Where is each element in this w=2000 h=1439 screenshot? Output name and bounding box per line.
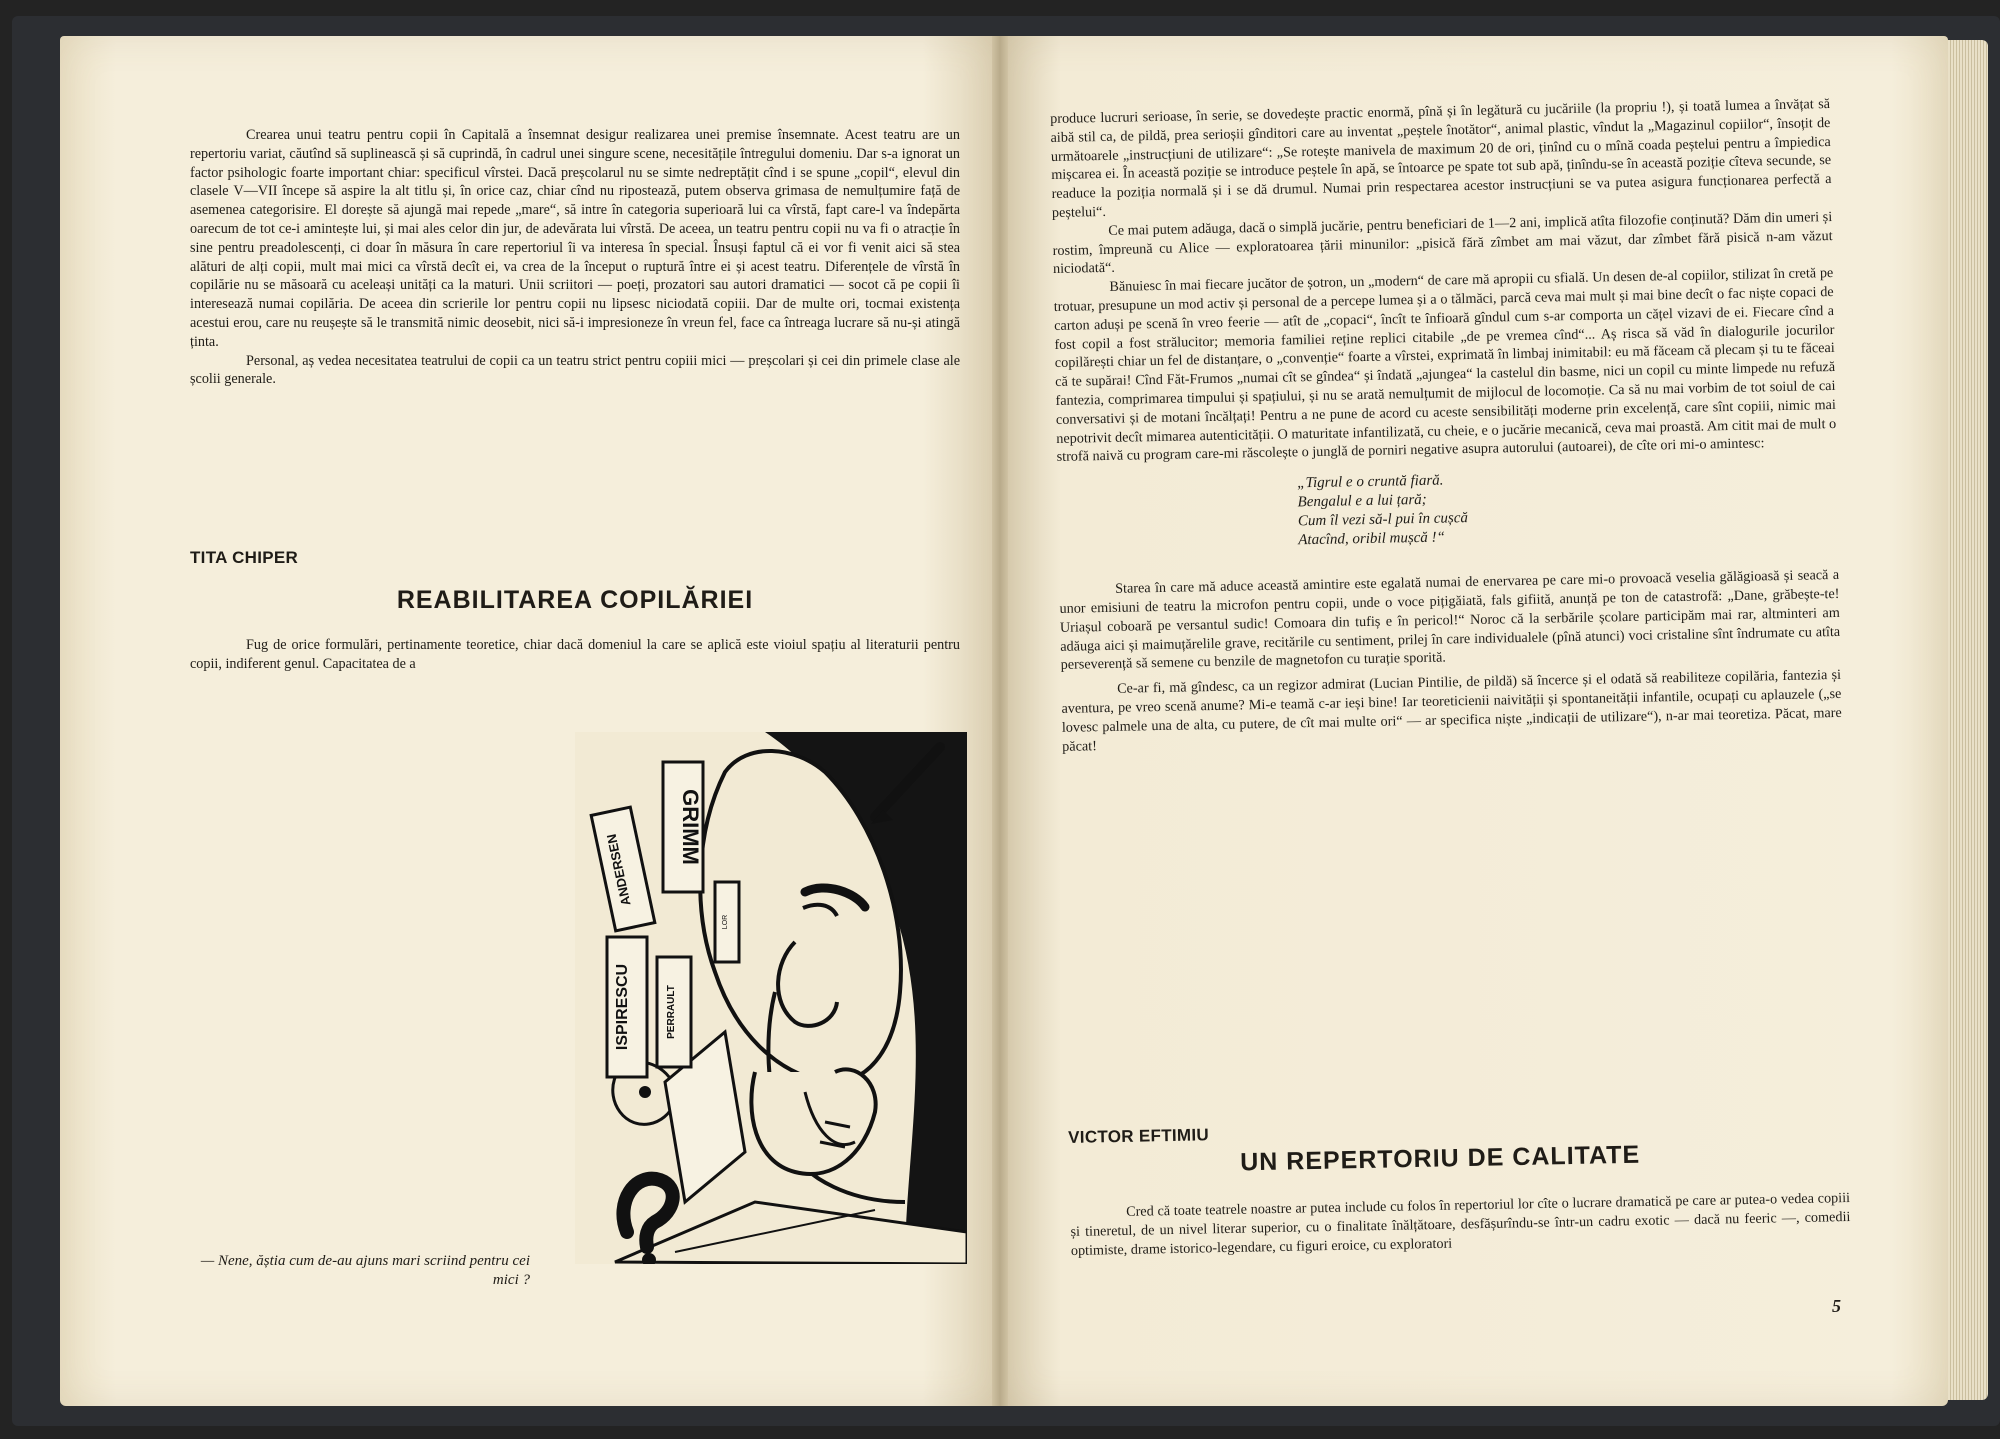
poem-line: Cum îl vezi să-l pui în cușcă [1297, 510, 1469, 530]
paragraph: Ce mai putem adăuga, dacă o simplă jucărie, pentru beneficiari de 1—2 ani, implică atîta filozofie conținută? Dăm din umeri și rostim, împreună cu Alice — exploratoarea țării minunilor: „pisică fără zîmbet am mai văzut, dar zîmbet fără pisică n-am văzut niciodată“. [1052, 208, 1833, 278]
book-label-small [715, 882, 739, 962]
poem-line: „Tigrul e o cruntă fiară. [1297, 472, 1444, 492]
book-label-ispirescu-text: ISPIRESCU [614, 963, 631, 1051]
book-gutter [992, 36, 1008, 1406]
page-edges [1948, 40, 1988, 1400]
author-byline: TITA CHIPER [190, 548, 299, 567]
article-title: UN REPERTORIU DE CALITATE [1239, 1140, 1641, 1177]
book-label-perrault [657, 957, 691, 1067]
author-byline: VICTOR EFTIMIU [1068, 1125, 1210, 1147]
paragraph: Fug de orice formulări, pertinamente teoretice, chiar dacă domeniul la care se aplică este vioiul spațiu al literaturii pentru copii, indiferent genul. Capacitatea de a [190, 637, 960, 672]
paragraph: Crearea unui teatru pentru copii în Capitală a însemnat desigur realizarea unei premise însemnate. Acest teatru are un repertoriu variat, căutînd să suplinească și să cuprindă, în cadrul unei singure scene, necesitățile întregului domeniu. Dar s-a ignorat un factor psihologic foarte important chiar: specificul vîrstei. Dacă preșcolarul nu se simte nedreptățit cînd i se spune „copil“, elevul din clasele V—VII începe să aspire la alt titlu și, în orice caz, chiar cînd nu ripostează, putem observa grimasa de nemulțumire față de asemenea categorisire. El dorește să ajungă mai repede „mare“, să intre în categoria superioară lui ca vîrstă, fapt care-l va îndepărta oarecum de tot ce-i amintește lui, și mai ales celor din jur, de adevărata lui vîrstă. De aceea, un teatru pentru copii nu va fi o atracție în sine pentru preadolescenți, ci doar în măsura în care repertoriul îi va interesa în special. Însuși faptul că ei vor fi venit aici să stea alături de alți copii, mult mai mici ca vîrstă decît ei, va crea de la început o ruptură între ei și acest teatru. Diferențele de vîrstă în copilărie nu se măsoară cu aceleași unități ca la maturi. Unii scriitori — poeți, prozatori sau autori dramatici — socot că pe copii îi interesează numai copilăria. De aceea din scrierile lor pentru copii nu lipsesc niciodată copiii. Dar de multe ori, tocmai existența acestui erou, care nu reușește să le transmită nimic deosebit, nici să-i impresioneze în vreun fel, face ca întreaga lucrare să nu-și atingă ținta. [190, 127, 960, 350]
paragraph: Cred că toate teatrele noastre ar putea include cu folos în repertoriul lor cîte o lucrare dramatică pe care ar putea-o vedea copiii și tineretul, de un nivel literar superior, cu o finalitate înălțătoare, desfășurîndu-se într-un cadru exotic — dacă nu feeric —, comedii optimiste, drame istorico-legendare, cu figuri eroice, cu exploratori [1070, 1190, 1851, 1259]
right-after-poem [1059, 566, 1842, 756]
left-article-text [190, 636, 960, 674]
cartoon-illustration [575, 732, 967, 1264]
cartoon-drawing [575, 732, 967, 1264]
page-number: 5 [1832, 1296, 1841, 1316]
poem-quote [1297, 464, 1838, 550]
article-title: REABILITAREA COPILĂRIEI [396, 586, 754, 614]
paragraph: Starea în care mă aduce această amintire este egalată numai de enervarea pe care mi-o provoacă veselia gălăgioasă și seacă a unor emisiuni de teatru la microfon pentru copii, unde o voce pițigăiată, fals gifiită, anunță pe ton de catastrofă: „Dane, grăbește-te! Uriașul coboară pe versantul sudic! Comoara din tufiș e în pericol!“ Noroc că la serbările școlare participăm mai rar, altminteri am adăuga aici și maimuțărelile grave, recitările cu sentiment, prilej în care individualele (pînă atunci) voci cristaline sînt îndrumate cu atîta perseverență să semene cu benzile de magnetofon cu turație sporită. [1059, 567, 1841, 674]
paragraph: produce lucruri serioase, în serie, se dovedește practic enormă, pînă și în legătură cu jucăriile (la propriu !), și toată lumea a învățat să aibă stil ca, de pildă, prea serioșii gînditori care au inventat „peștele înotător“, animal plastic, vîndut la „Magazinul copiilor“, însoțit de următoarele „instrucțiuni de utilizare“: „Se rotește manivela de maximum 20 de ori, ținînd cu o mînă coada peștelui pentru a împiedica mișcarea ei. În această poziție se introduce peștele în apă, se întoarce pe spate tot sub apă, ținîndu-se în această poziție cîteva secunde, se readuce la poziția normală și i se dă drumul. Numai prin respectarea acestor instrucțiuni se va putea asigura funcționarea perfectă a peștelui“. [1050, 96, 1832, 221]
book-label-grimm [663, 762, 703, 892]
book-label-andersen-text: ANDERSEN [603, 832, 634, 908]
paragraph: Personal, aș vedea necesitatea teatrului de copii ca un teatru strict pentru copiii mici — preșcolari și cei din primele clase ale școlii generale. [190, 352, 960, 388]
book-label-grimm-text: GRIMM [678, 789, 703, 865]
paragraph: Bănuiesc în mai fiecare jucător de șotron, un „modern“ de care mă apropii cu sfială. Un desen de-al copiilor, stilizat în cretă pe trotuar, presupune un mod activ și personal de a percepe lumea și a o tălmăci, parcă ceva mai mult și mai bine decît o fac niște copaci de carton aduși pe scenă în vreo feerie — atît de „copaci“, încît te înfioară gîndul cum s-ar comporta un cățel vizavi de ei. Fiecare cînd a fost copil a fost strălucitor; memoria familiei reține replici citabile „de pe vremea cînd“... Aș risca să văd în dialogurile jocurilor copilărești chiar un fel de distanțare, o „convenție“ foarte a vîrstei, exprimată în limbaj inimitabil: eu mă făceam că plecam și tu te făceai că te supărai! Cînd Făt-Frumos „numai cît se gîndea“ și îndată „ajungea“ la castelul din basme, nici un copil cu minte limpede nu refuză fantezia, comprimarea timpului și spațiului, și nu se arată nemulțumit de mijlocul de locomoție. Ca să nu mai vorbim de tot soiul de cai conversativi și de motani încălțați! Pentru a ne pune de acord cu aceste sensibilități moderne prin excelență, care sînt copiii, nimic mai nepotrivit decît mimarea autenticității. O maturitate infantilizată, cu cheie, e o jucărie mecanică, ceva mai proastă. Am citit mai de mult o strofă naivă cu program care-mi răscolește o junglă de porniri negative asupra autorului (autoarei), de cîte ori mi-o amintesc: [1053, 265, 1837, 466]
left-intro-text [190, 126, 960, 389]
right-article-text [1050, 95, 1842, 756]
book-label-perrault-text: PERRAULT [666, 985, 677, 1039]
poem-line: Bengalul e a lui țară; [1297, 491, 1427, 511]
book-label-ispirescu [607, 937, 647, 1077]
paragraph: Ce-ar fi, mă gîndesc, ca un regizor admirat (Lucian Pintilie, de pildă) să încerce și el odată să reabiliteze copilăria, fantezia și aventura, pe vreo scenă anume? Mi-e teamă c-ar ieși bine! Iar teoreticienii naivității și spontaneității infantile, ocupați cu aplauzele („se lovesc palmele una de alta, cu putere, de cît mai multe ori“ — ar specifica niște „indicații de utilizare“), n-ar mai teoretiza. Păcat, mare păcat! [1061, 667, 1842, 755]
cartoon-caption: — Nene, ăștia cum de-au ajuns mari scriind pentru cei mici ? [200, 1253, 530, 1288]
book-label-small-text: LOR [722, 914, 729, 930]
poem-line: Atacînd, oribil mușcă !“ [1298, 529, 1446, 549]
